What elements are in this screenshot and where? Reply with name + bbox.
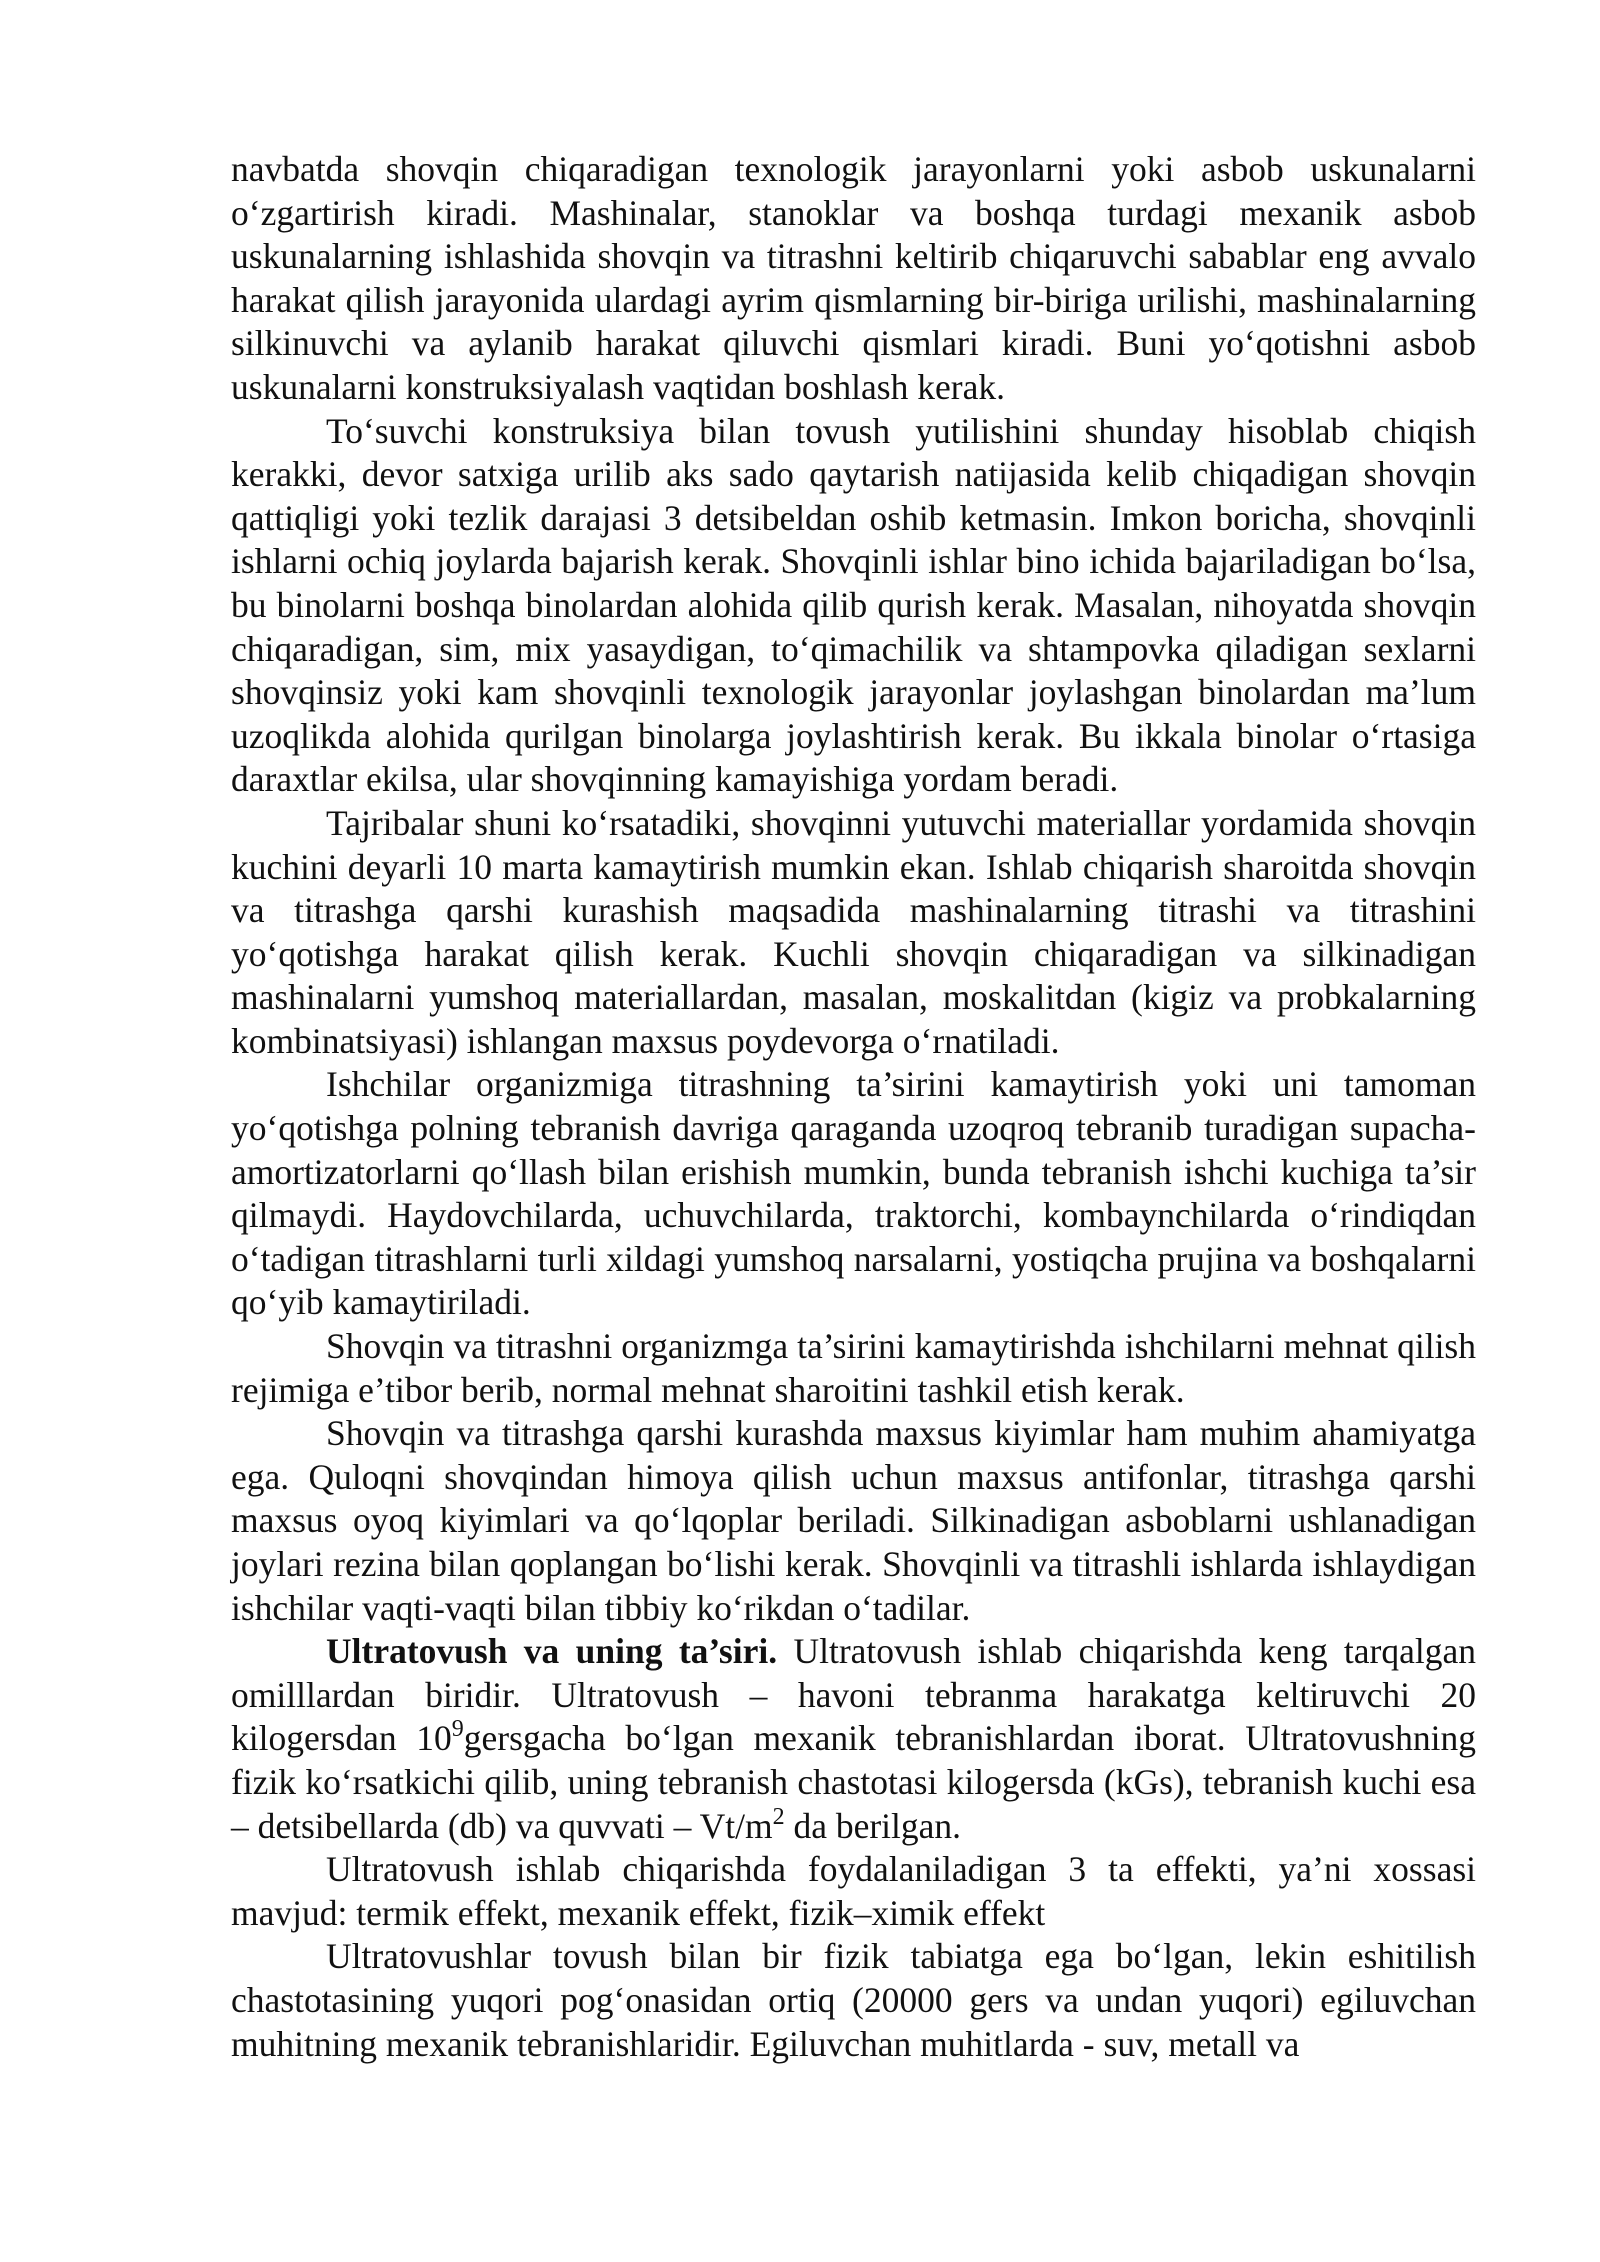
paragraph-7-text-3: da berilgan. <box>784 1805 962 1846</box>
paragraph-8: Ultratovush ishlab chiqarishda foydalaniladigan 3 ta effekti, ya’ni xossasi mavjud: termik effekt, mexanik effekt, fizik–ximik effekt <box>231 1849 1476 1933</box>
exponent-2: 2 <box>772 1803 785 1830</box>
paragraph-3: Tajribalar shuni ko‘rsatadiki, shovqinni yutuvchi materiallar yordamida shovqin kuchini deyarli 10 marta kamaytirish mumkin ekan. Ishlab chiqarish sharoitda shovqin va titrashga qarshi kurashish maqsadida mashinalarning titrashi va titrashini yo‘qotishga harakat qilish kerak. Kuchli shovqin chiqaradigan va silkinadigan mashinalarni yumshoq materiallardan, masalan, moskalitdan (kigiz va probkalarning kombinatsiyasi) ishlangan maxsus poydevorga o‘rnatiladi. <box>231 802 1476 1061</box>
paragraph-7 <box>231 1630 1476 1848</box>
paragraph-7-text-1: Ultratovush ishlab chiqarishda keng tarqalgan omilllardan biridir. Ultratovush – havoni tebranma harakatga keltiruvchi 20 kilogersdan 10 <box>231 1631 1477 1759</box>
paragraph-6: Shovqin va titrashga qarshi kurashda maxsus kiyimlar ham muhim ahamiyatga ega. Quloqni shovqindan himoya qilish uchun maxsus antifonlar, titrashga qarshi maxsus oyoq kiyimlari va qo‘lqoplar beriladi. Silkinadigan asboblarni ushlanadigan joylari rezina bilan qoplangan bo‘lishi kerak. Shovqinli va titrashli ishlarda ishlaydigan ishchilar vaqti-vaqti bilan tibbiy ko‘rikdan o‘tadilar. <box>231 1413 1476 1628</box>
paragraph-5: Shovqin va titrashni organizmga ta’sirini kamaytirishda ishchilarni mehnat qilish rejimiga e’tibor berib, normal mehnat sharoitini tashkil etish kerak. <box>231 1326 1476 1410</box>
paragraph-7-text-2: gersgacha bo‘lgan mexanik tebranishlardan iborat. Ultratovushning fizik ko‘rsatkichi qilib, uning tebranish chastotasi kilogersda (kGs), tebranish kuchi esa – detsibellarda (db) va quvvati – Vt/m <box>231 1718 1476 1846</box>
section-heading: Ultratovush va uning ta’siri. <box>326 1631 778 1672</box>
paragraph-9: Ultratovushlar tovush bilan bir fizik tabiatga ega bo‘lgan, lekin eshitilish chastotasining yuqori pog‘onasidan ortiq (20000 gers va undan yuqori) egiluvchan muhitning mexanik tebranishlaridir. Egiluvchan muhitlarda - suv, metall va <box>231 1936 1476 2064</box>
exponent-9: 9 <box>451 1716 464 1743</box>
paragraph-2: To‘suvchi konstruksiya bilan tovush yutilishini shunday hisoblab chiqish kerakki, devor satxiga urilib aks sado qaytarish natijasida kelib chiqadigan shovqin qattiqligi yoki tezlik darajasi 3 detsibeldan oshib ketmasin. Imkon boricha, shovqinli ishlarni ochiq joylarda bajarish kerak. Shovqinli ishlar bino ichida bajariladigan bo‘lsa, bu binolarni boshqa binolardan alohida qilib qurish kerak. Masalan, nihoyatda shovqin chiqaradigan, sim, mix yasaydigan, to‘qimachilik va shtampovka qiladigan sexlarni shovqinsiz yoki kam shovqinli texnologik jarayonlar joylashgan binolardan ma’lum uzoqlikda alohida qurilgan binolarga joylashtirish kerak. Bu ikkala binolar o‘rtasiga daraxtlar ekilsa, ular shovqinning kamayishiga yordam beradi. <box>231 410 1476 800</box>
paragraph-1: navbatda shovqin chiqaradigan texnologik jarayonlarni yoki asbob uskunalarni o‘zgartirish kiradi. Mashinalar, stanoklar va boshqa turdagi mexanik asbob uskunalarning ishlashida shovqin va titrashni keltirib chiqaruvchi sabablar eng avvalo harakat qilish jarayonida ulardagi ayrim qismlarning bir-biriga urilishi, mashinalarning silkinuvchi va aylanib harakat qiluvchi qismlari kiradi. Buni yo‘qotishni asbob uskunalarni konstruksiyalash vaqtidan boshlash kerak. <box>231 149 1476 407</box>
paragraph-4: Ishchilar organizmiga titrashning ta’sirini kamaytirish yoki uni tamoman yo‘qotishga polning tebranish davriga qaraganda uzoqroq tebranib turadigan supacha-amortizatorlarni qo‘llash bilan erishish mumkin, bunda tebranish ishchi kuchiga ta’sir qilmaydi. Haydovchilarda, uchuvchilarda, traktorchi, kombaynchilarda o‘rindiqdan o‘tadigan titrashlarni turli xildagi yumshoq narsalarni, yostiqcha prujina va boshqalarni qo‘yib kamaytiriladi. <box>231 1064 1476 1323</box>
document-page <box>231 148 1476 2066</box>
